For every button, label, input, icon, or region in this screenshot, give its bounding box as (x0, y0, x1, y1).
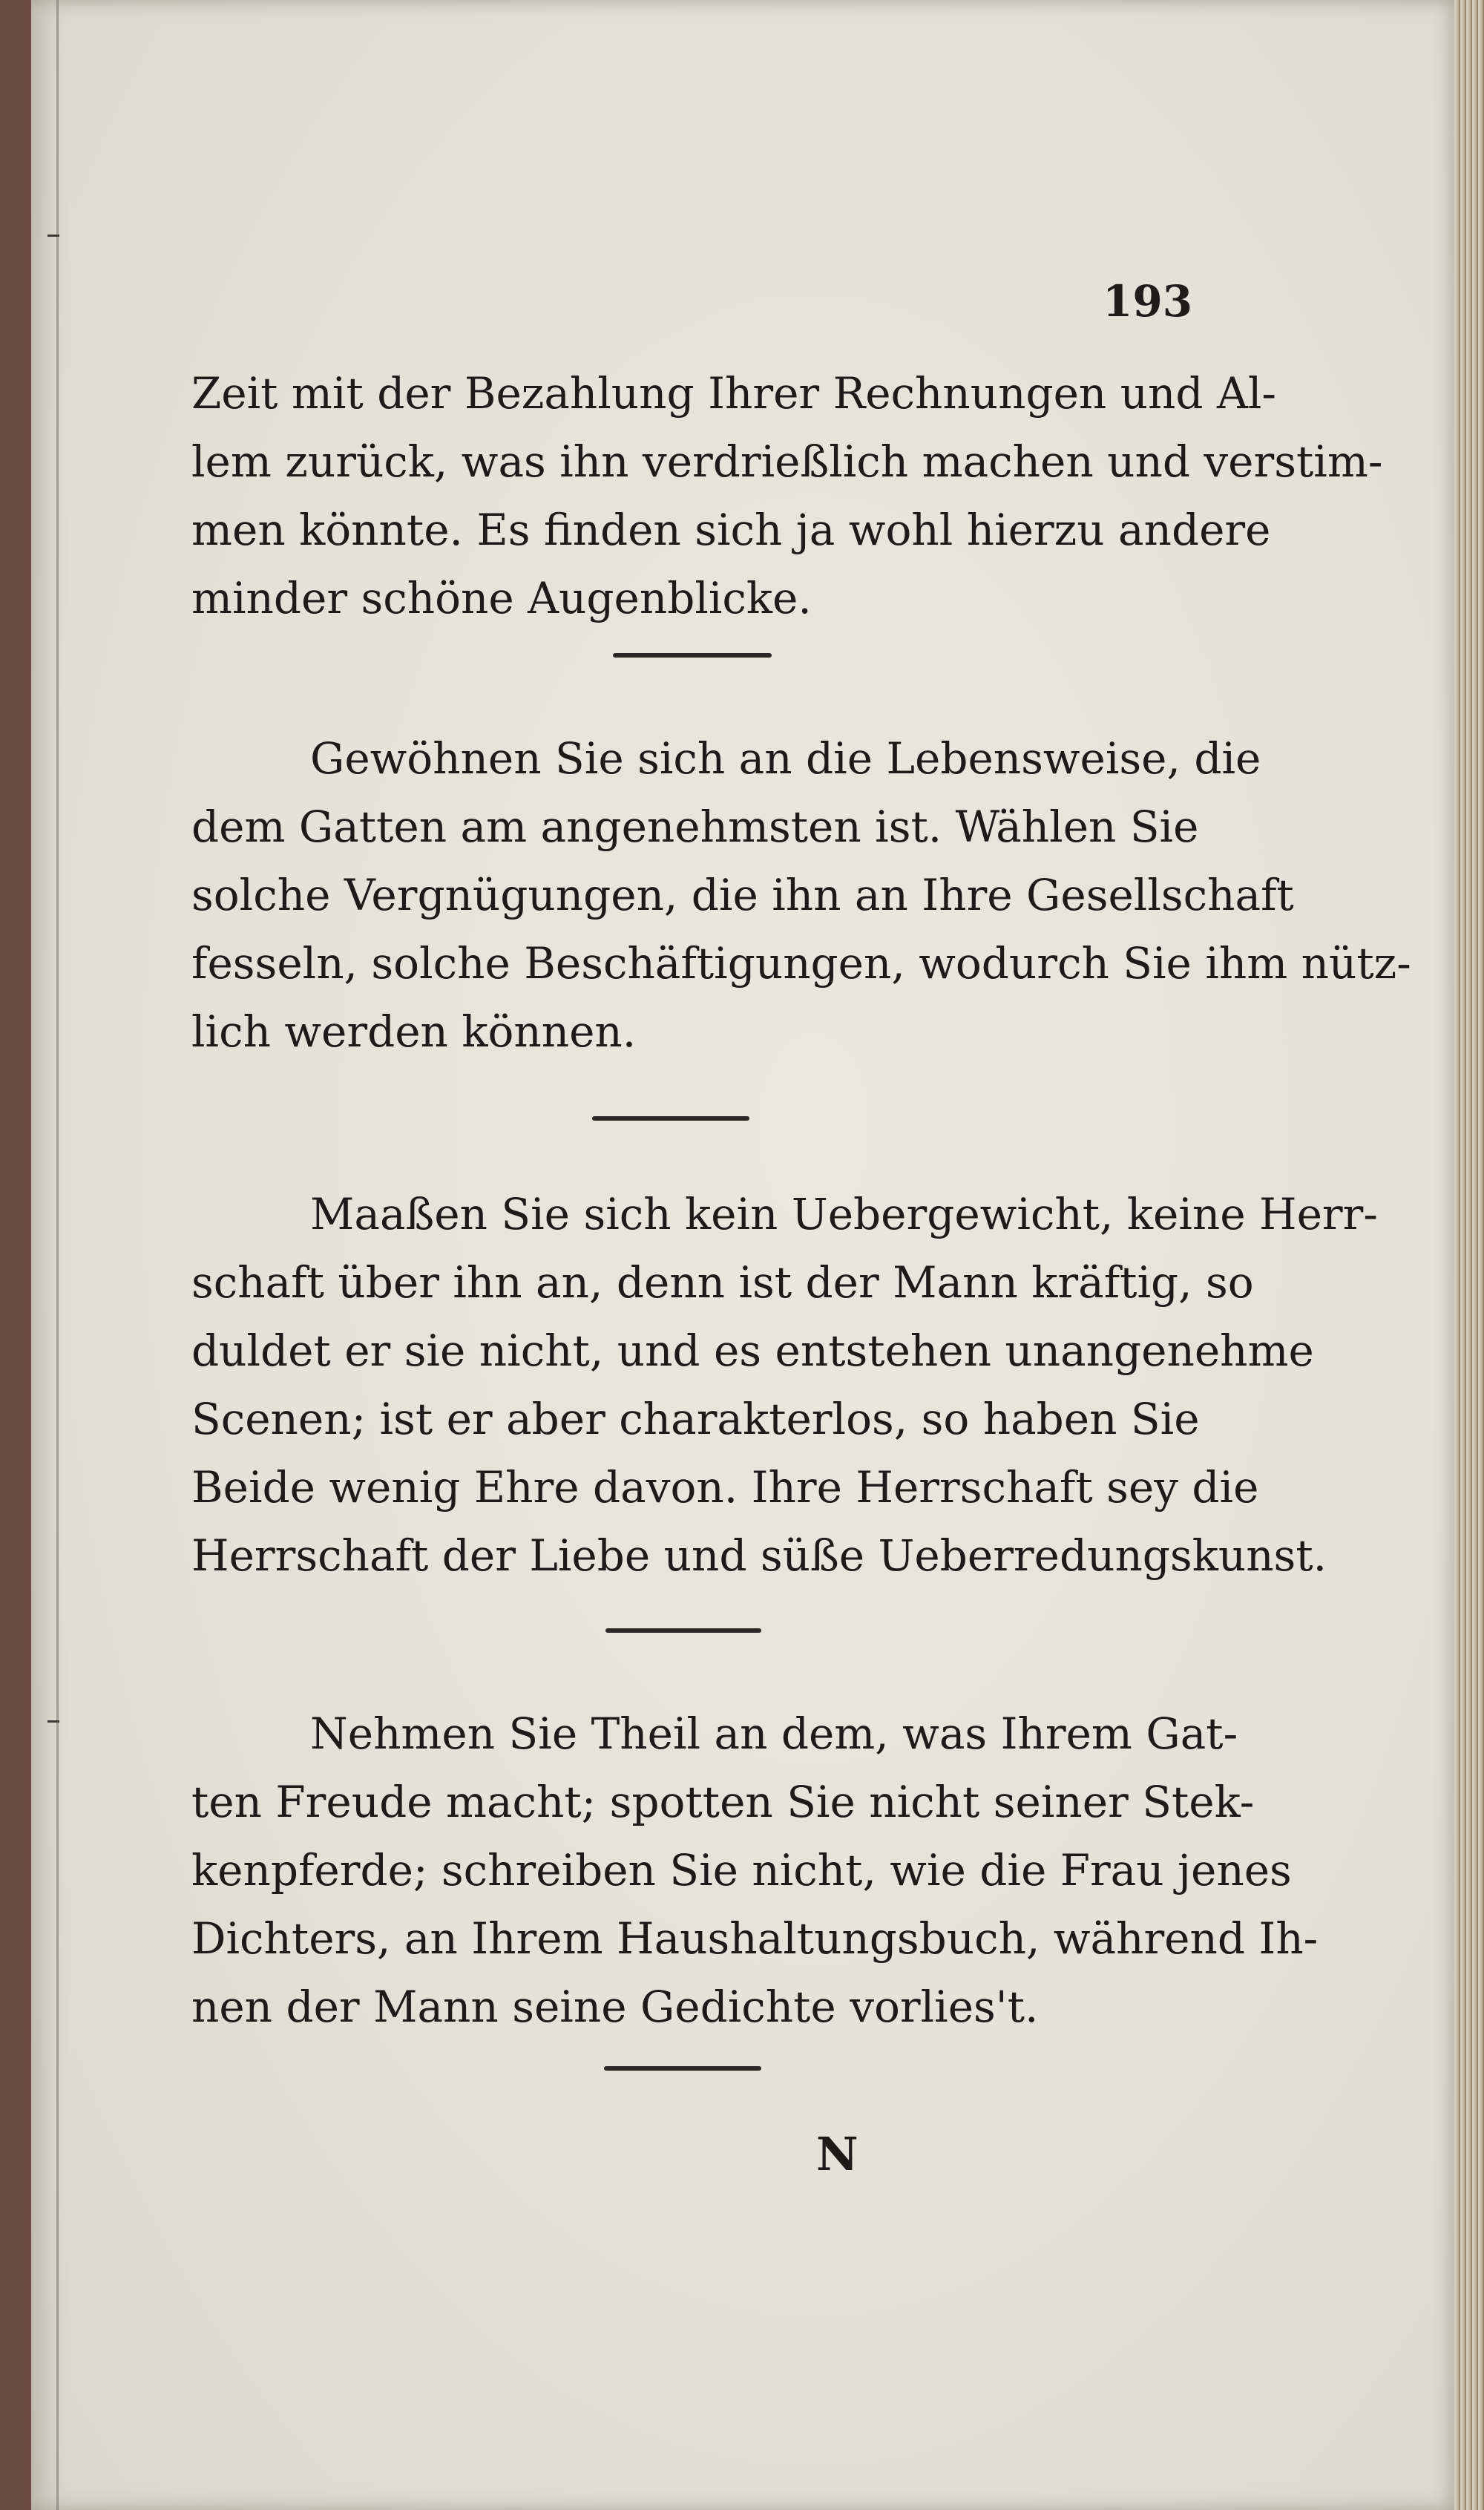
paragraph (191, 1180, 1378, 1590)
text-line: Gewöhnen Sie sich an die Lebensweise, die (310, 733, 1261, 784)
section-divider (613, 653, 772, 658)
text-line: Nehmen Sie Theil an dem, was Ihrem Gat- (310, 1708, 1238, 1759)
gutter-tick (47, 235, 59, 237)
page-fore-edge (1454, 0, 1484, 2510)
page-number: 193 (1103, 276, 1193, 327)
text-line: ten Freude macht; spotten Sie nicht seiner Stek- (191, 1777, 1255, 1827)
text-line: Dichters, an Ihrem Haushaltungsbuch, während Ih- (191, 1913, 1319, 1964)
text-line: kenpferde; schreiben Sie nicht, wie die Frau jenes (191, 1845, 1292, 1895)
paragraph (191, 1700, 1319, 2041)
text-line: lich werden können. (191, 1006, 637, 1057)
text-line: Beide wenig Ehre davon. Ihre Herrschaft sey die (191, 1462, 1259, 1513)
text-line: schaft über ihn an, denn ist der Mann kräftig, so (191, 1257, 1254, 1308)
gutter-tick (47, 1720, 59, 1723)
text-line: Scenen; ist er aber charakterlos, so haben Sie (191, 1394, 1200, 1444)
signature-mark: N (816, 2127, 858, 2181)
text-line: Maaßen Sie sich kein Uebergewicht, keine Herr- (310, 1189, 1378, 1239)
section-divider (592, 1116, 749, 1121)
text-line: dem Gatten am angenehmsten ist. Wählen Sie (191, 802, 1199, 852)
text-line: duldet er sie nicht, und es entstehen unangenehme (191, 1326, 1314, 1376)
text-line: men könnte. Es finden sich ja wohl hierzu andere (191, 505, 1271, 555)
text-line: Herrschaft der Liebe und süße Ueberredungskunst. (191, 1530, 1327, 1581)
text-line: lem zurück, was ihn verdrießlich machen und verstim- (191, 436, 1383, 487)
section-divider (604, 2066, 761, 2071)
text-line: solche Vergnügungen, die ihn an Ihre Gesellschaft (191, 870, 1294, 920)
text-line: nen der Mann seine Gedichte vorlies't. (191, 1982, 1039, 2032)
paragraph (191, 359, 1383, 632)
text-line: minder schöne Augenblicke. (191, 573, 812, 623)
section-divider (605, 1628, 761, 1633)
text-line: Zeit mit der Bezahlung Ihrer Rechnungen und Al- (191, 368, 1277, 419)
gutter-line (56, 0, 59, 2510)
paragraph (191, 724, 1411, 1066)
text-line: fesseln, solche Beschäftigungen, wodurch Sie ihm nütz- (191, 938, 1411, 989)
